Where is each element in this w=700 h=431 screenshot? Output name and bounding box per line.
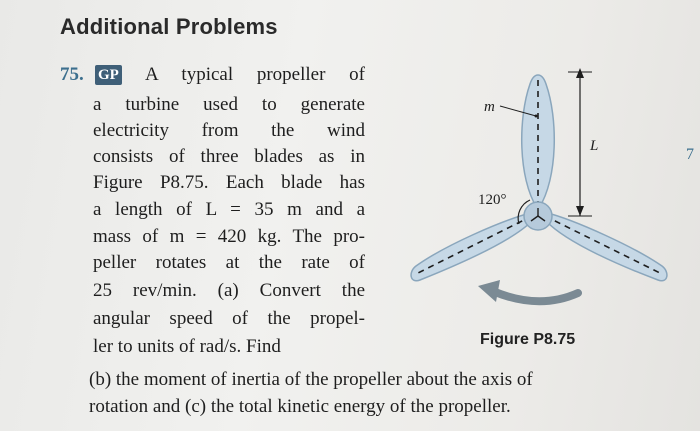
problem-text-line: (b) the moment of inertia of the propeller about the axis of xyxy=(89,369,533,390)
mass-point xyxy=(535,115,538,118)
edge-text-fragment: 7 xyxy=(686,146,694,163)
length-dimension xyxy=(568,68,592,216)
rotation-arrow xyxy=(478,280,578,302)
problem-text-line: electricity from the wind xyxy=(93,120,365,141)
propeller-diagram xyxy=(400,58,680,330)
problem-text-line: 25 rev/min. (a) Convert the xyxy=(93,280,365,301)
propeller-hub xyxy=(524,202,552,230)
mass-label: m xyxy=(484,99,495,115)
propeller-blade-right xyxy=(544,212,667,281)
section-heading: Additional Problems xyxy=(60,14,278,39)
problem-text-line: A typical propeller of xyxy=(145,64,365,85)
problem-text-line: angular speed of the propel- xyxy=(93,308,365,329)
problem-text-line: a turbine used to generate xyxy=(93,94,365,115)
problem-text-line: consists of three blades as in xyxy=(93,146,365,167)
gp-badge: GP xyxy=(95,65,122,85)
length-label: L xyxy=(590,138,599,154)
problem-text-line: ler to units of rad/s. Find xyxy=(93,336,281,357)
propeller-blade-left xyxy=(411,212,534,281)
propeller-blade-top xyxy=(522,75,555,208)
problem-text-line: peller rotates at the rate of xyxy=(93,252,365,273)
problem-text-line: Figure P8.75. Each blade has xyxy=(93,172,365,193)
angle-label: 120° xyxy=(478,192,507,208)
problem-text-line: rotation and (c) the total kinetic energy of the propeller. xyxy=(89,396,511,417)
problem-text-line: mass of m = 420 kg. The pro- xyxy=(93,226,365,247)
propeller-figure xyxy=(400,58,680,330)
figure-caption: Figure P8.75 xyxy=(480,331,576,348)
problem-number: 75. xyxy=(60,64,84,85)
problem-text-line: a length of L = 35 m and a xyxy=(93,199,365,220)
